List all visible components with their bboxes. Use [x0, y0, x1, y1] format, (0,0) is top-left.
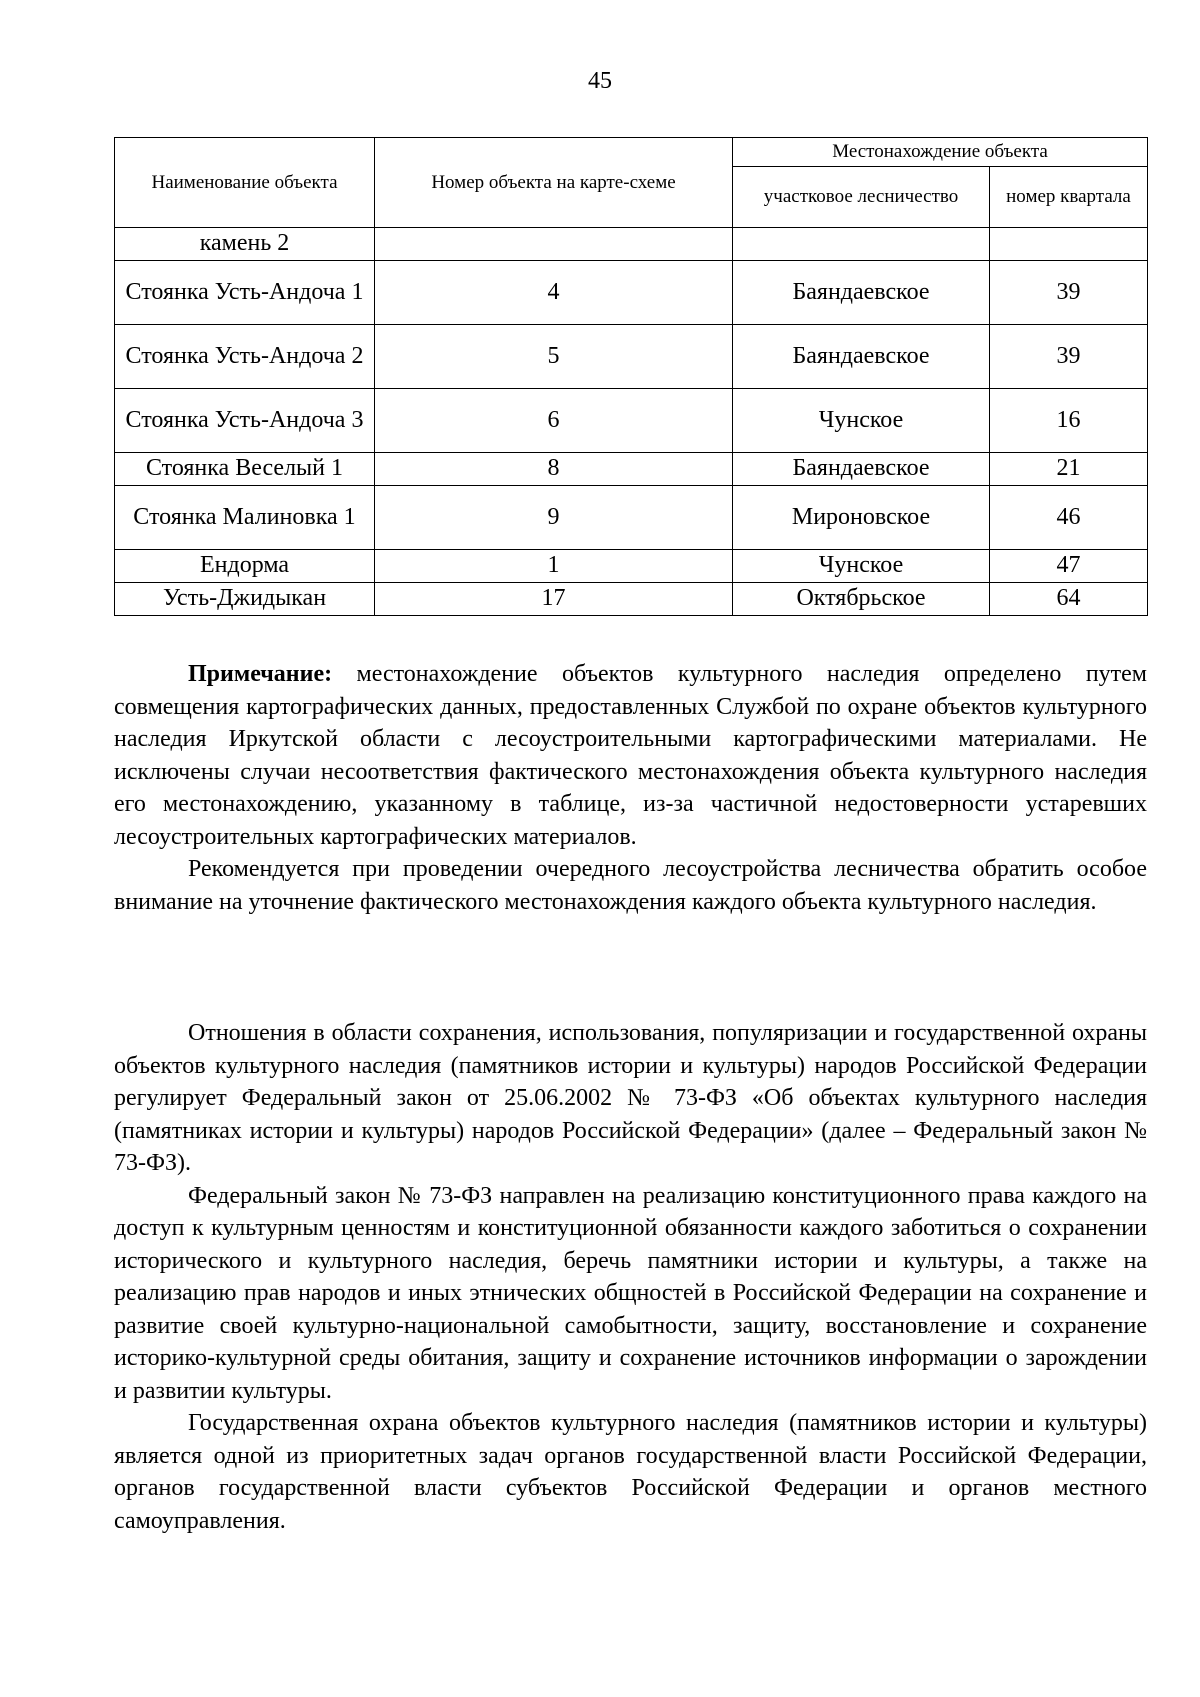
- table-header: [115, 138, 1148, 228]
- recommendation-paragraph: Рекомендуется при проведении очередного лесоустройства лесничества обратить особое внимание на уточнение фактического местонахождения каждого объекта культурного наследия.: [114, 856, 1147, 915]
- cell-quarter: 39: [990, 325, 1148, 389]
- cell-forestry: Чунское: [733, 550, 990, 583]
- table-row: [115, 583, 1148, 616]
- cell-map-number: 6: [375, 389, 733, 453]
- cell-quarter: 16: [990, 389, 1148, 453]
- page-number: 45: [588, 68, 612, 94]
- cell-object-name: Усть-Джидыкан: [115, 583, 375, 616]
- table-row: [115, 550, 1148, 583]
- body-paragraph: Федеральный закон № 73-ФЗ направлен на реализацию конституционного права каждого на доступ к культурным ценностям и конституционной обязанности каждого заботиться о сохранении исторического и культурного наследия, беречь памятники истории и культуры, а также на реализацию прав народов и иных этнических общностей в Российской Федерации на сохранение и развитие своей культурно-национальной самобытности, защиту, восстановление и сохранение историко-культурной среды обитания, защиту и сохранение источников информации о зарождении и развитии культуры.: [114, 1182, 1147, 1404]
- cell-forestry: Баяндаевское: [733, 325, 990, 389]
- cell-map-number: 8: [375, 453, 733, 486]
- table-row: [115, 453, 1148, 486]
- cell-forestry: Мироновское: [733, 486, 990, 550]
- notes-section: [114, 658, 1147, 918]
- cell-quarter: 39: [990, 261, 1148, 325]
- cell-forestry: Баяндаевское: [733, 261, 990, 325]
- header-object-name: Наименование объекта: [115, 138, 375, 228]
- cell-map-number: 5: [375, 325, 733, 389]
- cell-quarter: 64: [990, 583, 1148, 616]
- cell-map-number: 4: [375, 261, 733, 325]
- table-row: [115, 228, 1148, 261]
- note-text: местонахождение объектов культурного наследия определено путем совмещения картографических данных, предоставленных Службой по охране объектов культурного наследия Иркутской области с лесоустроительными картографическими материалами. Не исключены случаи несоответствия фактического местонахождения объекта культурного наследия его местонахождению, указанному в таблице, из-за частичной недостоверности устаревших лесоустроительных картографических материалов.: [114, 661, 1147, 850]
- header-map-number: Номер объекта на карте-схеме: [375, 138, 733, 228]
- cell-quarter: [990, 228, 1148, 261]
- header-quarter: номер квартала: [990, 167, 1148, 228]
- cell-object-name: Стоянка Усть-Андоча 3: [115, 389, 375, 453]
- cell-map-number: 1: [375, 550, 733, 583]
- cell-forestry: [733, 228, 990, 261]
- table-row: [115, 389, 1148, 453]
- header-location: Местонахождение объекта: [733, 138, 1148, 167]
- cell-object-name: Стоянка Усть-Андоча 2: [115, 325, 375, 389]
- note-label: Примечание:: [188, 661, 333, 687]
- cell-forestry: Баяндаевское: [733, 453, 990, 486]
- table-row: [115, 486, 1148, 550]
- header-forestry: участковое лесничество: [733, 167, 990, 228]
- body-paragraph: Государственная охрана объектов культурного наследия (памятников истории и культуры) является одной из приоритетных задач органов государственной власти Российской Федерации, органов государственной власти субъектов Российской Федерации и органов местного самоуправления.: [114, 1410, 1147, 1534]
- table-row: [115, 261, 1148, 325]
- cell-object-name: Стоянка Малиновка 1: [115, 486, 375, 550]
- cell-object-name: камень 2: [115, 228, 375, 261]
- note-paragraph: [114, 658, 1147, 853]
- cell-forestry: Чунское: [733, 389, 990, 453]
- law-section: [114, 1017, 1147, 1537]
- cell-quarter: 21: [990, 453, 1148, 486]
- table-body: [115, 228, 1148, 616]
- cell-object-name: Стоянка Усть-Андоча 1: [115, 261, 375, 325]
- cell-forestry: Октябрьское: [733, 583, 990, 616]
- table-row: [115, 325, 1148, 389]
- cell-map-number: 9: [375, 486, 733, 550]
- cell-object-name: Стоянка Веселый 1: [115, 453, 375, 486]
- cell-quarter: 46: [990, 486, 1148, 550]
- cell-map-number: 17: [375, 583, 733, 616]
- cell-map-number: [375, 228, 733, 261]
- body-paragraph: Отношения в области сохранения, использования, популяризации и государственной охраны объектов культурного наследия (памятников истории и культуры) народов Российской Федерации регулирует Федеральный закон от 25.06.2002 № 73-ФЗ «Об объектах культурного наследия (памятниках истории и культуры) народов Российской Федерации» (далее – Федеральный закон № 73-ФЗ).: [114, 1020, 1147, 1176]
- cell-quarter: 47: [990, 550, 1148, 583]
- cell-object-name: Ендорма: [115, 550, 375, 583]
- heritage-objects-table: [114, 137, 1148, 616]
